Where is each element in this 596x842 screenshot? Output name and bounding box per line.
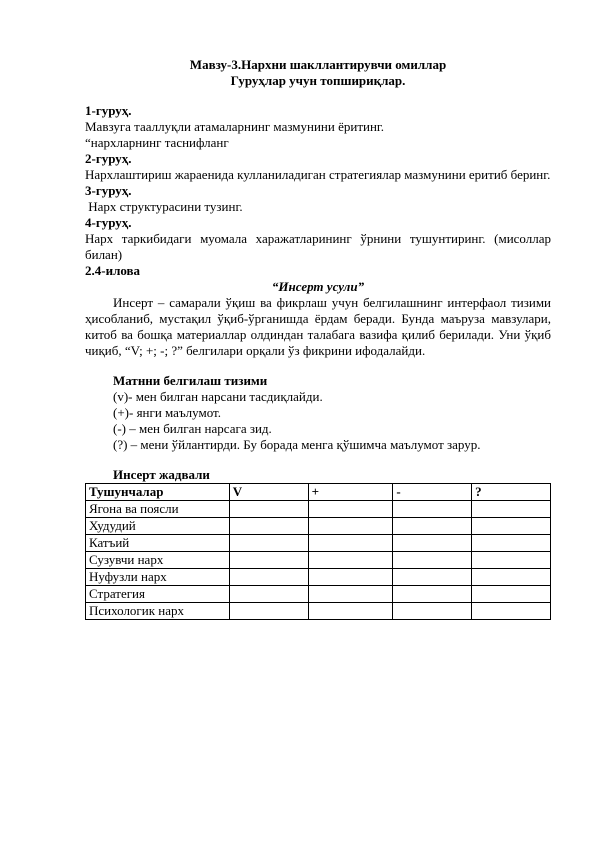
group-line: Нарх структурасини тузинг.	[85, 199, 243, 214]
spacer	[85, 359, 551, 373]
table-cell	[393, 552, 472, 569]
group-line: Нархлаштириш жараенида кулланиладиган стратегиялар мазмунини еритиб беринг.	[85, 167, 551, 182]
table-cell-concept: Стратегия	[86, 586, 230, 603]
group-heading: 1-гуруҳ.	[85, 103, 132, 118]
table-cell	[308, 569, 393, 586]
table-cell	[472, 535, 551, 552]
table-cell	[308, 518, 393, 535]
table-cell-concept: Психологик нарх	[86, 603, 230, 620]
table-row	[86, 552, 551, 569]
marking-item: (v)- мен билган нарсани тасдиқлайди.	[113, 389, 323, 404]
table-cell-concept: Катъий	[86, 535, 230, 552]
method-title: “Инсерт усули”	[271, 279, 365, 294]
spacer	[85, 453, 551, 467]
group-line: Нарх таркибидаги муомала харажатларининг ўрнини тушунтиринг. (мисоллар билан)	[85, 231, 551, 262]
table-row	[86, 501, 551, 518]
group-heading: 3-гуруҳ.	[85, 183, 132, 198]
document-page	[85, 57, 551, 620]
table-cell	[393, 603, 472, 620]
group-2	[85, 151, 551, 183]
appendix-label: 2.4-илова	[85, 263, 141, 278]
group-line: “нархларнинг таснифланг	[85, 135, 229, 150]
table-cell	[472, 552, 551, 569]
method-paragraph: Инсерт – самарали ўқиш ва фикрлаш учун белгилашнинг интерфаол тизими ҳисобланиб, мустақил ўқиб-ўрганишда ёрдам беради. Бунда маъруза мавзулари, китоб ва бошқа материаллар олдиндан талабага вазифа қилиб берилади. Уни ўқиб чиқиб, “V; +; -; ?” белгилари орқали ўз фикрини ифодалайди.	[85, 295, 551, 358]
table-cell-concept: Худудий	[86, 518, 230, 535]
document-title: Мавзу-3.Нархни шакллантирувчи омиллар	[189, 57, 447, 72]
table-row	[86, 569, 551, 586]
insert-table	[85, 483, 551, 620]
table-cell	[472, 501, 551, 518]
group-1	[85, 103, 551, 151]
table-cell	[308, 552, 393, 569]
marking-item: (+)- янги маълумот.	[113, 405, 221, 420]
group-4	[85, 215, 551, 263]
marking-heading: Матнни белгилаш тизими	[113, 373, 268, 388]
group-heading: 2-гуруҳ.	[85, 151, 132, 166]
table-header-cell: Тушунчалар	[86, 484, 230, 501]
table-cell	[308, 501, 393, 518]
table-cell-concept: Нуфузли нарх	[86, 569, 230, 586]
table-cell	[472, 603, 551, 620]
table-cell	[393, 501, 472, 518]
table-row	[86, 586, 551, 603]
table-header-cell: -	[393, 484, 472, 501]
table-cell	[229, 501, 308, 518]
marking-item: (?) – мени ўйлантирди. Бу борада менга қўшимча маълумот зарур.	[113, 437, 481, 452]
table-cell	[472, 569, 551, 586]
table-cell	[229, 569, 308, 586]
table-header-row	[86, 484, 551, 501]
table-cell	[229, 535, 308, 552]
table-cell	[393, 518, 472, 535]
marking-item: (-) – мен билган нарсага зид.	[113, 421, 272, 436]
table-cell	[229, 552, 308, 569]
group-line: Мавзуга тааллуқли атамаларнинг мазмунини ёритинг.	[85, 119, 385, 134]
table-cell	[308, 586, 393, 603]
table-cell	[229, 518, 308, 535]
table-cell	[393, 586, 472, 603]
table-cell	[393, 535, 472, 552]
table-header-cell: +	[308, 484, 393, 501]
table-cell	[308, 603, 393, 620]
group-3	[85, 183, 551, 215]
table-cell	[308, 535, 393, 552]
group-heading: 4-гуруҳ.	[85, 215, 132, 230]
table-header-cell: ?	[472, 484, 551, 501]
table-row	[86, 603, 551, 620]
table-row	[86, 535, 551, 552]
table-cell	[229, 603, 308, 620]
table-cell-concept: Ягона ва поясли	[86, 501, 230, 518]
table-cell	[229, 586, 308, 603]
table-cell	[472, 586, 551, 603]
document-subtitle: Гуруҳлар учун топшириқлар.	[230, 73, 406, 88]
table-cell	[393, 569, 472, 586]
table-header-cell: V	[229, 484, 308, 501]
table-cell-concept: Сузувчи нарх	[86, 552, 230, 569]
table-title: Инсерт жадвали	[113, 467, 210, 482]
table-row	[86, 518, 551, 535]
table-cell	[472, 518, 551, 535]
spacer	[85, 89, 551, 103]
